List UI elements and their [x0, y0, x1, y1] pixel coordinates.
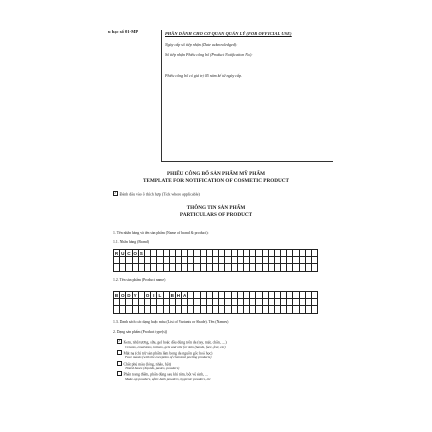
char-cell[interactable] [312, 250, 318, 257]
product-type-label-vn: Chất phủ màu (lỏng, nhão, bột) [123, 362, 172, 367]
product-type-label-en: Face masks (with the exception of chemical peeling products) [125, 355, 212, 360]
form-code: u bạc số 01-MP [108, 29, 139, 34]
product-type-label-en: Creams, emulsions, lotions, gels and oils for skin (hands, face, feet, etc) [125, 344, 226, 349]
tick-hint-label: Đánh dấu vào ô thích hợp (Tick where applicable) [119, 191, 200, 197]
field-2-label: 2. Dạng sản phẩm (Product type(s)) [113, 330, 168, 334]
form-title-vn: PHIẾU CÔNG BỐ SẢN PHẨM MỸ PHẨM [167, 171, 265, 177]
product-type-list [117, 339, 227, 382]
char-cell[interactable] [312, 257, 318, 264]
char-cell[interactable]: O [145, 293, 150, 298]
product-type-item [117, 339, 227, 349]
product-type-label-vn: Mặt nạ (chỉ trừ sản phẩm làm bong da nguồn gốc hoá học) [123, 351, 213, 356]
product-type-item [117, 350, 227, 360]
char-cell[interactable]: R [114, 251, 119, 256]
field-1-2-label: 1.2. Tên sản phẩm (Product name) [113, 278, 166, 282]
product-type-label-en: Tinted bases (liquids, pastes, powders) [125, 366, 180, 371]
product-type-checkbox[interactable] [117, 361, 122, 366]
char-cell[interactable] [312, 264, 318, 271]
product-type-label-vn: Phấn trang điểm, phấn dùng sau khi tắm, bột vệ sinh, ... [123, 373, 208, 377]
char-cell[interactable]: A [182, 293, 187, 298]
official-use-title: PHẦN DÀNH CHO CƠ QUAN QUẢN LÝ (FOR OFFICIAL USE) [165, 31, 292, 36]
char-cell[interactable] [312, 292, 318, 299]
char-cell[interactable]: B [114, 293, 119, 298]
char-cell[interactable]: L [157, 292, 163, 299]
field-1-label: 1. Tên nhãn hàng và tên sản phẩm (Name of brand & product): [113, 231, 209, 235]
product-type-item [117, 361, 227, 371]
brand-grid[interactable] [113, 249, 318, 272]
field-1-1-label: 1.1. Nhãn hàng (Brand) [113, 240, 149, 244]
product-type-item [117, 371, 227, 381]
product-type-checkbox[interactable] [117, 350, 122, 355]
char-cell[interactable]: Y [133, 292, 139, 299]
form-title-en: TEMPLATE FOR NOTIFICATION OF COSMETIC PRODUCT [143, 178, 289, 184]
section-title-en: PARTICULARS OF PRODUCT [179, 212, 253, 218]
char-cell[interactable]: C [127, 251, 131, 256]
product-type-checkbox[interactable] [117, 371, 122, 376]
tick-hint-checkbox[interactable] [113, 191, 118, 196]
char-cell[interactable] [312, 299, 318, 306]
field-1-3-label: 1.3. Danh sách các dạng hoặc màu (List of Variants or Shade). Tên (Names) [113, 320, 229, 324]
char-cell[interactable]: I [151, 292, 157, 299]
date-acknowledged-label: Ngày cấp số tiếp nhận (Date acknowledged): [165, 42, 238, 47]
product-type-label-vn: Kem, nhũ tương, sữa, gel hoặc dầu dùng trên da (tay, mặt, chân, ....) [123, 340, 227, 345]
char-cell[interactable] [312, 306, 318, 313]
char-cell[interactable]: O [120, 293, 125, 298]
validity-note: Phiếu công bố có giá trị 05 năm kể từ ngày cấp. [165, 73, 243, 78]
tick-hint-row [113, 191, 200, 197]
official-use-box [161, 30, 333, 162]
product-type-label-en: Make-up powders, after-bath powders, hygienic powders, etc [125, 377, 211, 381]
char-cell[interactable]: D [127, 293, 131, 298]
char-cell[interactable]: U [121, 251, 125, 256]
char-cell[interactable]: S [139, 250, 145, 257]
section-title-vn: THÔNG TIN SẢN PHẨM [186, 205, 246, 211]
product-name-grid[interactable] [113, 291, 318, 314]
char-cell[interactable]: O [133, 251, 137, 256]
product-type-checkbox[interactable] [117, 339, 122, 344]
notification-number-label: Số tiếp nhận Phiếu công bố (Product Notification No): [165, 52, 253, 57]
char-cell[interactable]: B [170, 293, 174, 298]
char-cell[interactable]: H [176, 293, 181, 298]
